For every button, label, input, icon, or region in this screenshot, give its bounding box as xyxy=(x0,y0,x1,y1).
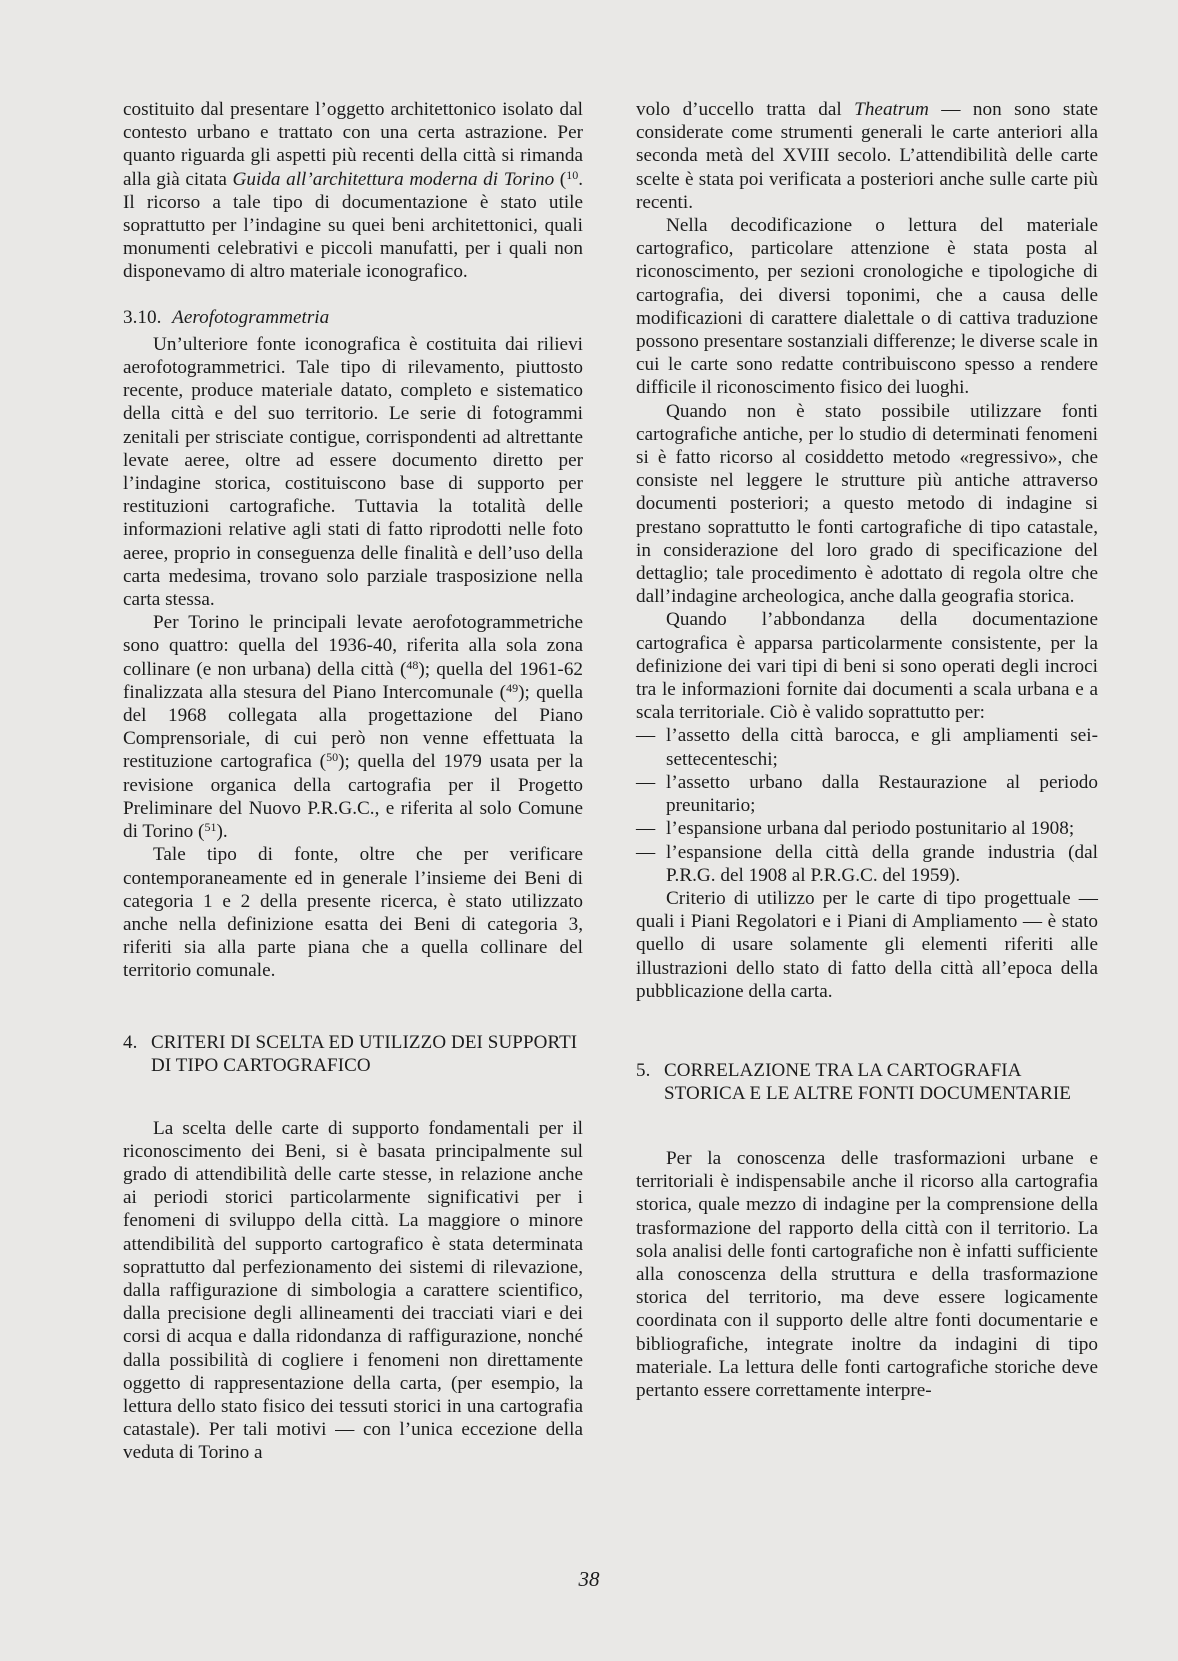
section-title: CRITERI DI SCELTA ED UTILIZZO DEI SUPPORTI DI TIPO CARTOGRAFICO xyxy=(151,1031,578,1076)
paragraph: Quando non è stato possibile utilizzare fonti cartografiche antiche, per lo studio di determinati fenomeni si è fatto ricorso al cosiddetto metodo «regressivo», che consiste nel leggere le strutture più antiche attraverso documenti posteriori; a questo metodo di indagine si prestano soprattutto le fonti cartografiche di tipo catastale, in considerazione del loro grado di specificazione del dettaglio; tale procedimento è adottato di regola oltre che dall’indagine archeologica, anche dalla geografia storica. xyxy=(636,400,1098,608)
page-number: 38 xyxy=(578,1567,600,1591)
paragraph: Per Torino le principali levate aerofotogrammetriche sono quattro: quella del 1936-40, riferita alla sola zona collinare (e non urbana) della città ($^{48}$); quella del 1961-62 finalizzata alla stesura del Piano Intercomunale ($^{49}$); quella del 1968 collegata alla progettazione del Piano Comprensoriale, di cui però non venne effettuata la restituzione cartografica ($^{50}$); quella del 1979 usata per la revisione organica della cartografia per il Progetto Preliminare del Nuovo P.R.G.C., e riferita al solo Comune di Torino ($^{51}$). xyxy=(123,612,584,843)
section-title: CORRELAZIONE TRA LA CARTOGRAFIA STORICA E LE ALTRE FONTI DOCUMENTARIE xyxy=(664,1059,1071,1104)
list-item: — l’assetto della città barocca, e gli ampliamenti sei-settecenteschi; xyxy=(636,724,1098,770)
section-heading xyxy=(123,1031,583,1077)
footnote-ref: 51 xyxy=(204,820,217,835)
footnote-ref: 50 xyxy=(326,750,339,765)
section-heading xyxy=(636,1059,1098,1105)
book-title: Guida all’architettura moderna di Torino xyxy=(232,168,555,190)
paragraph: Nella decodificazione o lettura del materiale cartografico, particolare attenzione è stata posta al riconoscimento, per sezioni cronologiche e tipologiche di cartografia, dei diversi toponimi, che a causa delle modificazioni di carattere dialettale o di cattiva traduzione possono presentare sostanziali differenze; le diverse scale in cui le carte sono redatte contribuiscono spesso a rendere difficile il riconoscimento fisico dei luoghi. xyxy=(636,215,1098,399)
right-column xyxy=(636,98,1098,1402)
footnote-ref: 10 xyxy=(566,167,579,182)
dash-list xyxy=(636,724,1098,886)
subsection-heading xyxy=(123,306,583,329)
list-item: — l’assetto urbano dalla Restaurazione al periodo preunitario; xyxy=(636,771,1098,817)
paragraph-continued: costituito dal presentare l’oggetto architettonico isolato dal contesto urbano e trattato con una certa astrazione. Per quanto riguarda gli aspetti più recenti della città si rimanda alla già citata Guida all’architettura moderna di Torino ($^{10}$. Il ricorso a tale tipo di documentazione è stato utile soprattutto per l’indagine su quei beni architettonici, quali monumenti celebrativi e piccoli manufatti, per i quali non disponevamo di altro materiale iconografico. xyxy=(123,99,583,283)
work-title: Theatrum xyxy=(854,99,929,120)
list-item: — l’espansione della città della grande industria (dal P.R.G. del 1908 al P.R.G.C. del 1959). xyxy=(636,841,1098,887)
subsection-number: 3.10. xyxy=(123,306,162,328)
subsection-title: Aerofotogrammetria xyxy=(172,306,330,328)
section-number: 5. xyxy=(636,1059,651,1081)
paragraph: Quando l’abbondanza della documentazione cartografica è apparsa particolarmente consistente, per la definizione dei vari tipi di beni si sono operati degli incroci tra le informazioni fornite dai documenti a scala urbana e a scala territoriale. Ciò è valido soprattutto per: xyxy=(636,609,1098,724)
list-item: — l’espansione urbana dal periodo postunitario al 1908; xyxy=(636,817,1098,840)
paragraph: Criterio di utilizzo per le carte di tipo progettuale — quali i Piani Regolatori e i Piani di Ampliamento — è stato quello di usare solamente gli elementi riferiti alle illustrazioni dello stato di fatto della città all’epoca della pubblicazione della carta. xyxy=(636,887,1098,1002)
left-column xyxy=(123,98,583,1465)
footnote-ref: 48 xyxy=(406,657,419,672)
paragraph-continued: volo d’uccello tratta dal Theatrum — non sono state considerate come strumenti generali le carte anteriori alla seconda metà del XVIII secolo. L’attendibilità delle carte scelte è stata poi verificata a posteriori anche sulle carte più recenti. xyxy=(636,99,1098,213)
paragraph: Tale tipo di fonte, oltre che per verificare contemporaneamente ed in generale l’insieme dei Beni di categoria 1 e 2 della presente ricerca, è stato utilizzato anche nella definizione esatta dei Beni di categoria 3, riferiti sia alla parte piana che a quella collinare del territorio comunale. xyxy=(123,844,583,982)
paragraph: Per la conoscenza delle trasformazioni urbane e territoriali è indispensabile anche il ricorso alla cartografia storica, quale mezzo di indagine per la comprensione della trasformazione del rapporto della città con il territorio. La sola analisi delle fonti cartografiche non è infatti sufficiente alla conoscenza della struttura e della trasformazione storica del territorio, ma deve essere logicamente coordinata con il supporto delle altre fonti documentarie e bibliografiche, integrate inoltre da indagini di tipo materiale. La lettura delle fonti cartografiche storiche deve pertanto essere correttamente interpre- xyxy=(636,1147,1098,1401)
footnote-ref: 49 xyxy=(506,680,519,695)
paragraph: Un’ulteriore fonte iconografica è costituita dai rilievi aerofotogrammetrici. Tale tipo di rilevamento, piuttosto recente, produce materiale datato, completo e sistematico della città e del suo territorio. Le serie di fotogrammi zenitali per strisciate contigue, corrispondenti ad altrettante levate aeree, oltre ad essere documento diretto per l’indagine storica, costituiscono base di supporto per restituzioni cartografiche. Tuttavia la totalità delle informazioni relative agli stati di fatto riprodotti nelle foto aeree, proprio in conseguenza delle finalità e dell’uso della carta medesima, trovano solo parziale trasposizione nella carta stessa. xyxy=(123,333,583,611)
section-number: 4. xyxy=(123,1031,138,1053)
paragraph: La scelta delle carte di supporto fondamentali per il riconoscimento dei Beni, si è basata principalmente sul grado di attendibilità delle carte stesse, in relazione anche ai periodi storici particolarmente significativi per i fenomeni di sviluppo della città. La maggiore o minore attendibilità del supporto cartografico è stata determinata soprattutto dal perfezionamento dei sistemi di rilevazione, dalla raffigurazione di simbologia a carattere scientifico, dalla precisione degli allineamenti dei tracciati viari e dei corsi di acqua e dalla ridondanza di raffigurazione, nonché dalla possibilità di cogliere i fenomeni non direttamente oggetto di rappresentazione della carta, (per esempio, la lettura dello stato fisico dei tessuti storici in una cartografia catastale). Per tali motivi — con l’unica eccezione della veduta di Torino a xyxy=(123,1117,583,1464)
